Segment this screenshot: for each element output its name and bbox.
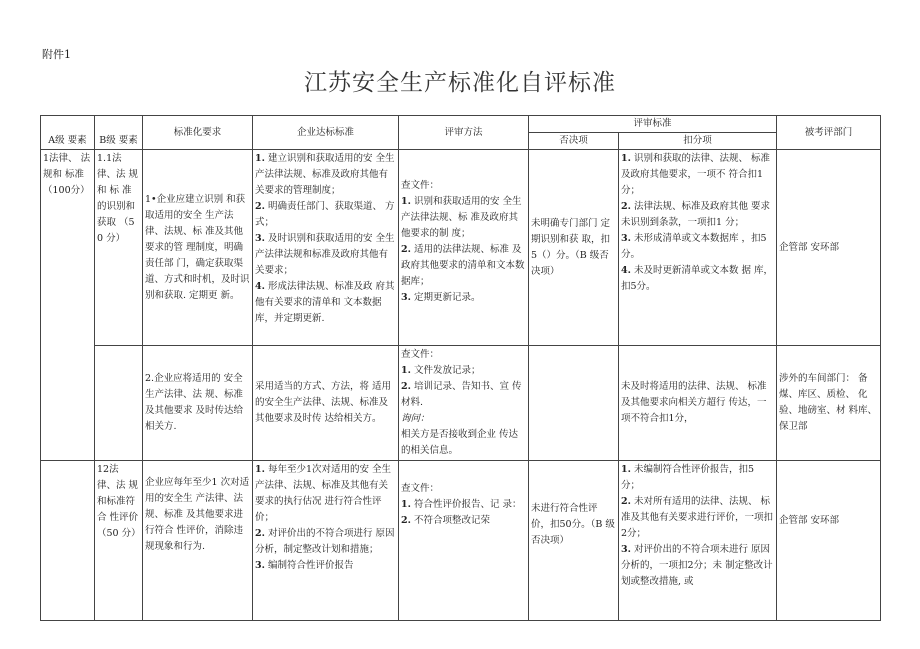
- veto-cell: 未进行符合性评 价，扣50分。（B 级否决项）: [529, 461, 619, 621]
- method-cell: [399, 346, 529, 461]
- standard-cell: [253, 150, 399, 346]
- standard-item: 2. 对评价出的不符合项进行 原因分析，制定整改计划和措施；: [255, 528, 395, 555]
- deduction-item: 1. 识别和获取的法律、法规、 标准及政府其他要求，一项不 符合扣1分；: [621, 153, 770, 196]
- standard-item: 3. 编制符合性评价报告: [255, 560, 354, 571]
- header-review-standard: 评审标准: [529, 116, 777, 133]
- method-item: 3. 定期更新记录。: [401, 292, 481, 303]
- deduction-cell: [619, 150, 777, 346]
- header-deduction: 扣分项: [619, 133, 777, 150]
- table-row: [41, 461, 881, 621]
- table-row: [41, 150, 881, 346]
- standard-item: 1. 建立识别和获取适用的安 全生产法律法规、标准及政府其他有关要求的管理制度；: [255, 153, 395, 196]
- method-tail: 相关方是否接收到企业 传达的相关信息。: [401, 429, 519, 456]
- deduction-item: 4. 未及时更新清单或文本数 据 库，扣5分。: [621, 265, 773, 292]
- attachment-label: 附件1: [42, 48, 71, 61]
- deduction-item: 2. 法律法规、标准及政府其他 要求未识别到条款，一项扣1 分；: [621, 201, 770, 228]
- b-element-cell: 1.1法 律、法 规和 标 准的识别和获取 （50 分）: [95, 150, 143, 346]
- requirement-cell: 2.企业应将适用的 安全生产法律、法 规、标准及其他要求 及时传达给相关方.: [143, 346, 253, 461]
- method-prefix: 查文件：: [401, 180, 440, 191]
- header-b-element: B级 要素: [95, 116, 143, 150]
- method-item: 2. 不符合项整改记荣: [401, 515, 490, 526]
- standard-cell: [253, 461, 399, 621]
- method-cell: [399, 150, 529, 346]
- method-cell: [399, 461, 529, 621]
- veto-cell: [529, 346, 619, 461]
- standard-item: 1. 每年至少1次对适用的安 全生产法律、法规、标准及其他有关要求的执行估况 进行符合性评价；: [255, 464, 392, 523]
- b-element-cell: 12法 律、法 规和标准符合 性评价 （50 分）: [95, 461, 143, 621]
- method-item: 1. 文件发放记录；: [401, 365, 481, 376]
- table-row: [41, 346, 881, 461]
- dept-cell: 企管部 安环部: [777, 150, 881, 346]
- dept-cell: 涉外的车间部门： 备煤、库区、质检、 化验、地磅室、材 料库、保卫部: [777, 346, 881, 461]
- method-item: 1. 符合性评价报告、记 录：: [401, 499, 522, 510]
- requirement-cell: 1•企业应建立识别 和获取适用的安全 生产法律、法规、标 准及其他要求的管 理制度，明确责任部 门，确定获取渠道、方式和时机，及时识 别和获取. 定期更 新。: [143, 150, 253, 346]
- requirement-cell: 企业应每年至少1 次对适用的安全生 产法律、法规、标准 及其他要求进行符合 性评价，消除违规现象和行为.: [143, 461, 253, 621]
- header-requirement: 标准化要求: [143, 116, 253, 150]
- deduction-cell: 未及时将适用的法律、法规、 标准及其他要求向相关方超行 传达，一项不符合扣1分，: [619, 346, 777, 461]
- a-element-cell: 1法律、 法规和 标准（100分）: [41, 150, 95, 461]
- header-a-element: A级 要素: [41, 116, 95, 150]
- evaluation-table: [40, 115, 881, 621]
- method-item: 2. 适用的法律法规、标准 及政府其他要求的清单和文本数据库；: [401, 244, 525, 287]
- dept-cell: 企管部 安环部: [777, 461, 881, 621]
- a-element-cell: [41, 461, 95, 621]
- b-element-cell: [95, 346, 143, 461]
- method-ask: 询问：: [401, 413, 430, 424]
- method-item: 2. 培训记录、告知书、宣 传材料.: [401, 381, 522, 408]
- standard-item: 2. 明确责任部门、获取渠道、 方式；: [255, 201, 395, 228]
- veto-cell: 未明确专门部门 定期识别和获 取，扣5（）分。（B 级否决项）: [529, 150, 619, 346]
- deduction-item: 1. 未编制符合性评价报告，扣5 分；: [621, 464, 754, 491]
- deduction-cell: [619, 461, 777, 621]
- method-item: 1. 识别和获取适用的安 全生产法律法规、标 准及政府其他要求的制 度；: [401, 196, 522, 239]
- deduction-item: 3. 对评价出的不符合项未进行 原因分析的，一项扣2分；未 制定整改计划或整改措施, 或: [621, 544, 773, 587]
- deduction-item: 2. 未对所有适用的法律、法规、 标准及其他有关要求进行评价，一项扣2分；: [621, 496, 774, 539]
- deduction-item: 3. 未形成清单或文本数据库 ，扣5分。: [621, 233, 767, 260]
- standard-cell: 采用适当的方式、方法，将 适用的安全生产法律、法规、标准及其他要求及时传 达给相关方。: [253, 346, 399, 461]
- page-title: 江苏安全生产标准化自评标准: [304, 70, 616, 96]
- header-dept: 被考评部门: [777, 116, 881, 150]
- method-prefix: 查文件：: [401, 349, 440, 360]
- standard-item: 3. 及时识别和获取适用的安 全生产法律法规和标准及政府其他有关要求；: [255, 233, 395, 276]
- header-review-method: 评审方法: [399, 116, 529, 150]
- method-prefix: 查文件：: [401, 483, 440, 494]
- header-veto: 否决项: [529, 133, 619, 150]
- header-enterprise-standard: 企业达标标准: [253, 116, 399, 150]
- standard-item: 4. 形成法律法规、标准及政 府其他有关要求的清单和 文本数据库，并定期更新.: [255, 281, 395, 324]
